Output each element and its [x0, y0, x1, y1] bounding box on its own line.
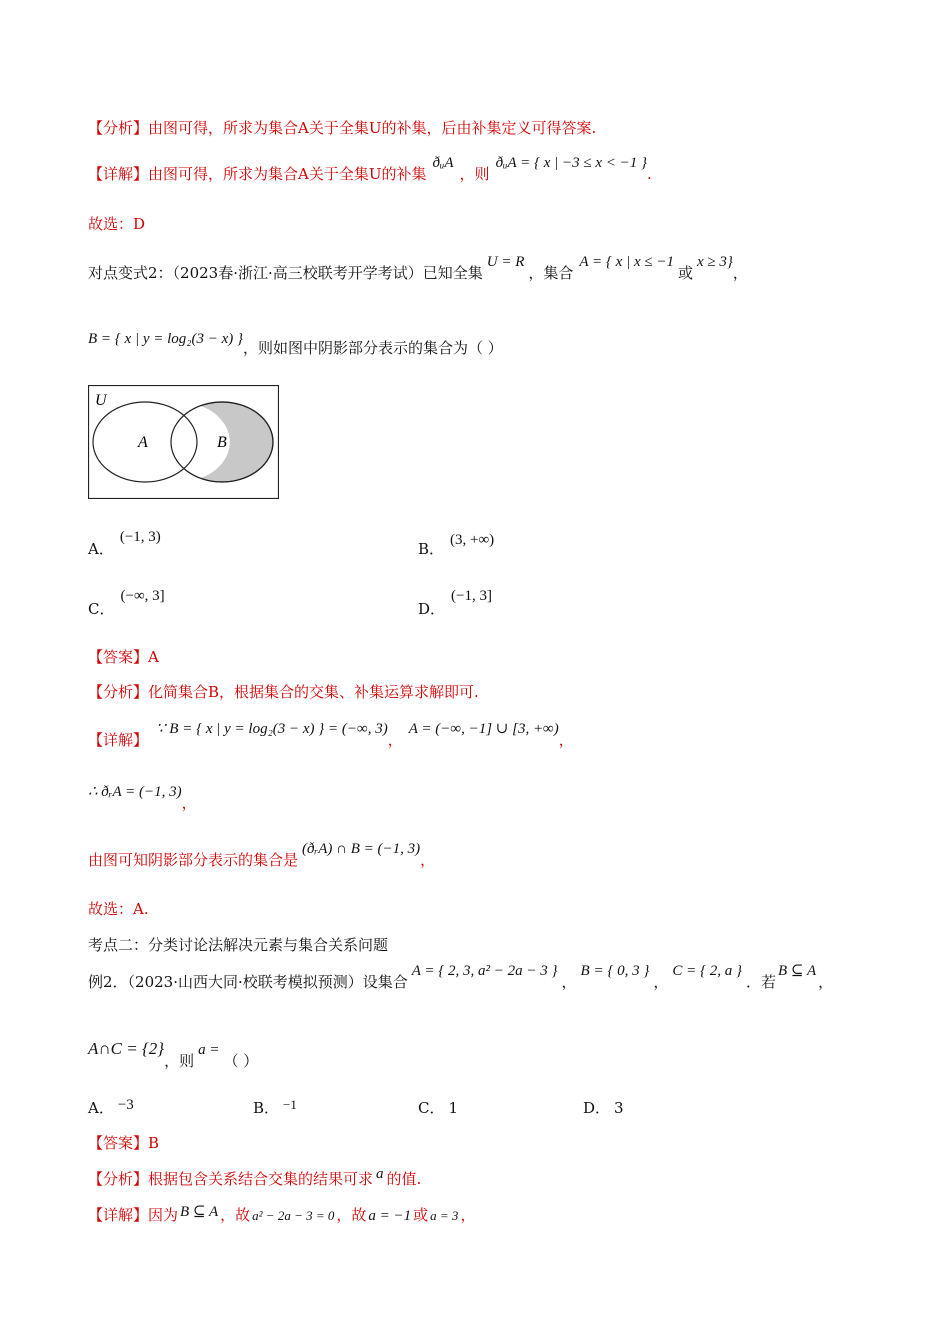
variant2-stem-line2: [88, 331, 503, 360]
option-label: D．: [583, 1099, 611, 1117]
variant2-option-a[interactable]: [88, 529, 161, 561]
conclusion-text: 由图可知阴影部分表示的集合是: [88, 851, 299, 869]
variant2-option-b[interactable]: [418, 532, 495, 561]
analysis-text: 【分析】根据包含关系结合交集的结果可求: [88, 1170, 374, 1188]
variant2-question: ，则如图中阴影部分表示的集合为（ ）: [243, 339, 503, 357]
example2-option-d[interactable]: [583, 1097, 624, 1119]
ruo-word: ．若: [745, 973, 776, 991]
answer-text: 【答案】B: [88, 1134, 160, 1152]
variant2-option-d[interactable]: [418, 588, 492, 621]
answer-text: 【答案】A: [88, 648, 159, 666]
venn-label-a: A: [138, 434, 148, 451]
or-word: 或: [413, 1206, 429, 1224]
detail-sep: ，故: [336, 1206, 367, 1224]
set-b-expr: B = { x | y = log₂(3 − x) }: [88, 331, 243, 347]
variant2-comma: ，: [732, 264, 748, 282]
option-label: C．: [88, 600, 115, 618]
conclusion-expr: (ðᵣA) ∩ B = (−1, 3): [302, 841, 421, 857]
detail-text: 【详解】由图可得，所求为集合A关于全集U的补集: [88, 165, 427, 183]
variant2-option-c[interactable]: [88, 588, 165, 621]
variant2-answer: [88, 646, 159, 668]
subset-expr: B ⊆ A: [778, 963, 817, 979]
option-label: A．: [88, 540, 114, 558]
answer-paren: （ ）: [223, 1052, 259, 1070]
section-heading: 考点二：分类讨论法解决元素与集合关系问题: [88, 936, 389, 954]
analysis-tail: 的值.: [386, 1170, 422, 1188]
subset-expr: B ⊆ A: [180, 1204, 219, 1220]
example2-prefix: 例2．（2023·山西大同·校联考模拟预测）设集合: [88, 973, 408, 991]
option-label: A．: [88, 1099, 114, 1117]
set-a-expanded: A = (−∞, −1] ∪ [3, +∞): [408, 721, 559, 737]
complement-result: ∴ ðᵣA = (−1, 3): [88, 784, 182, 800]
variant2-prefix: 对点变式2：（2023春·浙江·高三校联考开学考试）已知全集: [88, 264, 483, 282]
choice-text: 故选：A.: [88, 900, 149, 918]
venn-label-b: B: [217, 434, 227, 451]
detail-text: 【详解】因为: [88, 1206, 179, 1224]
example2-answer: [88, 1132, 159, 1154]
set-a-expr: A = { 2, 3, a² − 2a − 3 }: [411, 963, 558, 979]
set-a-expr: A = { x | x ≤ −1: [579, 254, 674, 270]
ask-expr: a =: [198, 1042, 220, 1058]
example2-analysis: [88, 1168, 421, 1191]
option-value: (3, +∞): [450, 532, 495, 548]
variant2-mid: ，集合: [528, 264, 574, 282]
complement-expr: ðᵤA: [432, 155, 454, 171]
set-c-expr: C = { 2, a }: [672, 963, 742, 979]
example2-option-b[interactable]: [253, 1097, 297, 1120]
example2-detail: [88, 1204, 475, 1227]
option-label: B．: [418, 540, 445, 558]
variant2-detail: 【详解】∵ B = { x | y = log₂(3 − x) } = (−∞, 3)，A = (−∞, −1] ∪ [3, +∞)，: [88, 721, 574, 749]
variant2-step: ∴ ðᵣA = (−1, 3)，: [88, 784, 197, 812]
detail-end: .: [647, 165, 652, 183]
choice-line-1: [88, 213, 145, 235]
set-b-expr: B = { 0, 3 }: [580, 963, 650, 979]
variable-a: a: [376, 1166, 384, 1182]
option-value: −1: [283, 1097, 297, 1112]
option-value: 3: [614, 1099, 624, 1117]
analysis-text: 【分析】由图可得，所求为集合A关于全集U的补集，后由补集定义可得答案.: [88, 119, 597, 137]
option-value: (−1, 3]: [451, 588, 492, 604]
keypoint2-heading: [88, 934, 388, 956]
set-b-simplified: ∵ B = { x | y = log₂(3 − x) } = (−∞, 3): [156, 721, 388, 737]
option-label: D．: [418, 600, 446, 618]
quadratic-eq: a² − 2a − 3 = 0: [252, 1208, 335, 1223]
set-a-tail: x ≥ 3}: [696, 254, 733, 270]
universal-set-expr: U = R: [486, 254, 525, 270]
variant2-analysis: [88, 681, 479, 703]
complement-result: ðᵤA = { x | −3 ≤ x < −1 }: [495, 155, 648, 171]
option-value: 1: [448, 1099, 459, 1117]
ze-word: ，则: [164, 1052, 195, 1070]
example2-option-a[interactable]: [88, 1097, 134, 1120]
option-label: B．: [253, 1099, 280, 1117]
choice-text: 故选：D: [88, 215, 146, 233]
example2-stem-line1: 例2．（2023·山西大同·校联考模拟预测）设集合A = { 2, 3, a² − 2a − 3 }，B = { 0, 3 }，C = { 2, a }．若B ⊆ A，: [88, 963, 834, 991]
variant2-stem-line1: [88, 254, 748, 285]
detail-label: 【详解】: [88, 731, 149, 749]
venn-diagram: [88, 385, 279, 499]
detail-end: ，: [460, 1206, 476, 1224]
example2-stem-line2: [88, 1039, 259, 1073]
intersection-expr: A∩C = {2}: [88, 1039, 165, 1058]
example2-comma: ，: [818, 973, 834, 991]
root-1: a = −1: [368, 1208, 412, 1224]
option-value: (−1, 3): [119, 529, 161, 545]
option-label: C．: [418, 1099, 445, 1117]
option-value: (−∞, 3]: [120, 588, 165, 604]
analysis-line-1: [88, 117, 596, 139]
root-2: a = 3: [430, 1208, 459, 1223]
variant2-conclusion: 由图可知阴影部分表示的集合是(ðᵣA) ∩ B = (−1, 3)，: [88, 841, 436, 869]
analysis-text: 【分析】化简集合B，根据集合的交集、补集运算求解即可.: [88, 683, 479, 701]
detail-sep: ，则: [459, 165, 490, 183]
option-value: −3: [117, 1097, 134, 1113]
example2-option-c[interactable]: [418, 1097, 458, 1119]
detail-sep: ，故: [220, 1206, 251, 1224]
detail-line-1: [88, 155, 652, 186]
or-word: 或: [677, 264, 693, 282]
venn-label-u: U: [95, 392, 107, 409]
variant2-choice: [88, 898, 149, 920]
